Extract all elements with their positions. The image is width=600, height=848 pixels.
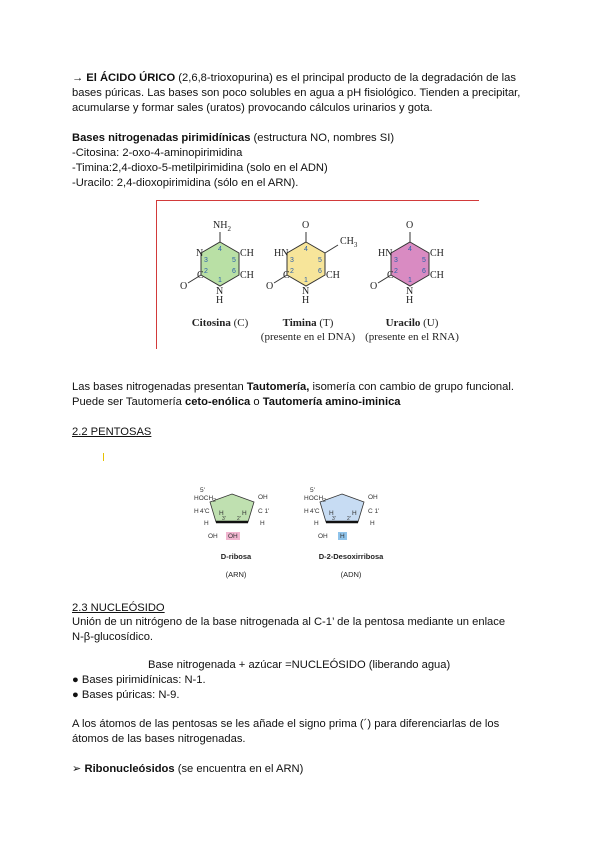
pentose-label: 3' [222, 516, 226, 522]
timina-caption: Timina (T) [282, 317, 334, 329]
arrowhead-icon: ➢ [72, 763, 85, 775]
atom-label: O [180, 281, 188, 292]
pentose-label: 2' [237, 516, 241, 522]
atom-label: CH [240, 270, 254, 281]
atom-label: CH [430, 248, 444, 259]
atom-label: HN [378, 248, 393, 259]
atom-label: N [302, 286, 310, 297]
atom-label: H [216, 295, 224, 306]
pyrimidines-title-bold: Bases nitrogenadas pirimidínicas [72, 132, 251, 144]
pentose-label: OH [368, 494, 378, 501]
ribosa-ring [210, 494, 254, 522]
uracilo-note: (presente en el RNA) [365, 331, 459, 343]
atom-label: HN [274, 248, 289, 259]
section-heading-nucleosido: 2.3 NUCLEÓSIDO [72, 602, 165, 614]
pentose-label: H [314, 520, 319, 527]
pentose-label: H [352, 510, 357, 517]
ring-number: 4 [218, 246, 222, 253]
atom-label: O [406, 220, 414, 231]
pentose-label: OH [208, 533, 218, 540]
ring-number: 5 [232, 257, 236, 264]
uric-acid-line-1 [72, 71, 516, 86]
pentoses-figure [186, 484, 400, 554]
tautomeria-line-1: Las bases nitrogenadas presentan Tautomería, isomería con cambio de grupo funcional. [72, 381, 514, 393]
atom-label: N [196, 248, 204, 259]
atom-label: CH [326, 270, 340, 281]
ribosa-oh-mark: OH [228, 533, 238, 540]
uric-acid-line-3: acumularse y formar sales (uratos) provocando cálculos urinarios y gota. [72, 102, 433, 114]
desoxirribosa-ring [320, 494, 364, 522]
bullet-item: ● Bases pirimidínicas: N-1. [72, 674, 206, 686]
pentose-label: H [329, 510, 334, 517]
ring-number: 5 [318, 257, 322, 264]
pyrimidine-item: -Uracilo: 2,4-dioxopirimidina (sólo en el ARN). [72, 177, 299, 189]
nucleosido-line-1: Unión de un nitrógeno de la base nitrogenada al C-1’ de la pentosa mediante un enlace [72, 616, 506, 628]
pentose-label: OH [258, 494, 268, 501]
pyrimidine-item: -Citosina: 2-oxo-4-aminopirimidina [72, 147, 243, 159]
pentose-label: 4'C [200, 508, 210, 515]
citosina-nh2: $NH_2$ [213, 220, 231, 233]
ring-number: 6 [422, 268, 426, 275]
desoxi-h-mark: H [340, 533, 345, 540]
ring-number: 6 [318, 268, 322, 275]
uric-acid-heading: El ÁCIDO ÚRICO [86, 72, 176, 84]
ring-number: 3 [290, 257, 294, 264]
uric-acid-line-2: bases púricas. Las bases son poco solubles en agua a pH fisiológico. Tienden a precipitar, [72, 87, 521, 99]
pentose-label: 3' [332, 516, 336, 522]
ring-number: 5 [422, 257, 426, 264]
pentose-label: 5' [310, 487, 315, 494]
atom-label: C [283, 270, 290, 281]
ring-number: 1 [408, 277, 412, 284]
prima-line-1: A los átomos de las pentosas se les añade el signo prima (´) para diferenciarlas de los [72, 718, 500, 730]
cursor-mark [103, 453, 104, 461]
atom-label: O [302, 220, 310, 231]
pentose-label: H [204, 520, 209, 527]
atom-label: H [302, 295, 310, 306]
section-heading-pentosas: 2.2 PENTOSAS [72, 426, 152, 438]
pentose-label: H [304, 508, 309, 515]
timina-ch3: $CH_3$ [340, 236, 358, 249]
atom-label: O [370, 281, 378, 292]
ring-number: 2 [394, 268, 398, 275]
ring-number: 2 [290, 268, 294, 275]
timina-note: (presente en el DNA) [260, 331, 356, 343]
ribonucleosidos-heading: ➢ Ribonucleósidos (se encuentra en el ARN) [72, 763, 304, 775]
ring-number: 4 [408, 246, 412, 253]
desoxirribosa-caption: D-2-Desoxirribosa [318, 552, 384, 561]
pyrimidines-title [72, 131, 394, 146]
uric-acid-text: (2,6,8-trioxopurina) es el principal producto de la degradación de las [175, 72, 516, 84]
pentose-label: C 1' [258, 508, 270, 515]
pyrimidine-item: -Timina:2,4-dioxo-5-metilpirimidina (solo en el ADN) [72, 162, 328, 174]
arrow-icon: → [72, 72, 87, 84]
ring-number: 1 [218, 277, 222, 284]
pentose-label: H [242, 510, 247, 517]
pyrimidines-title-rest: (estructura NO, nombres SI) [250, 132, 395, 144]
pentose-label: 4'C [310, 508, 320, 515]
prima-line-2: átomos de las bases nitrogenadas. [72, 733, 246, 745]
atom-label: C [387, 270, 394, 281]
ring-number: 6 [232, 268, 236, 275]
ribosa-tag: (ARN) [225, 570, 247, 579]
pentose-label: H [260, 520, 265, 527]
uracilo-caption: Uracilo (U) [385, 317, 439, 329]
atom-label: H [406, 295, 414, 306]
pentose-label: 2' [347, 516, 351, 522]
atom-label: CH [430, 270, 444, 281]
pentose-label: H [370, 520, 375, 527]
ribosa-hoch2: $HOCH_2$ [194, 495, 216, 504]
pentose-label: 5' [200, 487, 205, 494]
desoxi-hoch2: $HOCH_2$ [304, 495, 326, 504]
pentose-label: C 1' [368, 508, 380, 515]
atom-label: O [266, 281, 274, 292]
tautomeria-line-2: Puede ser Tautomería ceto-enólica o Tautomería amino-iminica [72, 396, 401, 408]
ring-number: 2 [204, 268, 208, 275]
atom-label: N [216, 286, 224, 297]
ribosa-caption: D-ribosa [220, 552, 252, 561]
atom-label: CH [240, 248, 254, 259]
pentose-label: H [194, 508, 199, 515]
bullet-item: ● Bases púricas: N-9. [72, 689, 180, 701]
desoxirribosa-tag: (ADN) [340, 570, 362, 579]
atom-label: C [197, 270, 204, 281]
atom-label: N [406, 286, 414, 297]
pentose-label: OH [318, 533, 328, 540]
citosina-caption: Citosina (C) [191, 317, 249, 329]
pentose-label: H [219, 510, 224, 517]
nucleosido-line-2: N-β-glucosídico. [72, 631, 154, 643]
nucleosido-formula: Base nitrogenada + azúcar =NUCLEÓSIDO (liberando agua) [148, 659, 451, 671]
ring-number: 3 [204, 257, 208, 264]
ring-number: 4 [304, 246, 308, 253]
ring-number: 3 [394, 257, 398, 264]
ring-number: 1 [304, 277, 308, 284]
